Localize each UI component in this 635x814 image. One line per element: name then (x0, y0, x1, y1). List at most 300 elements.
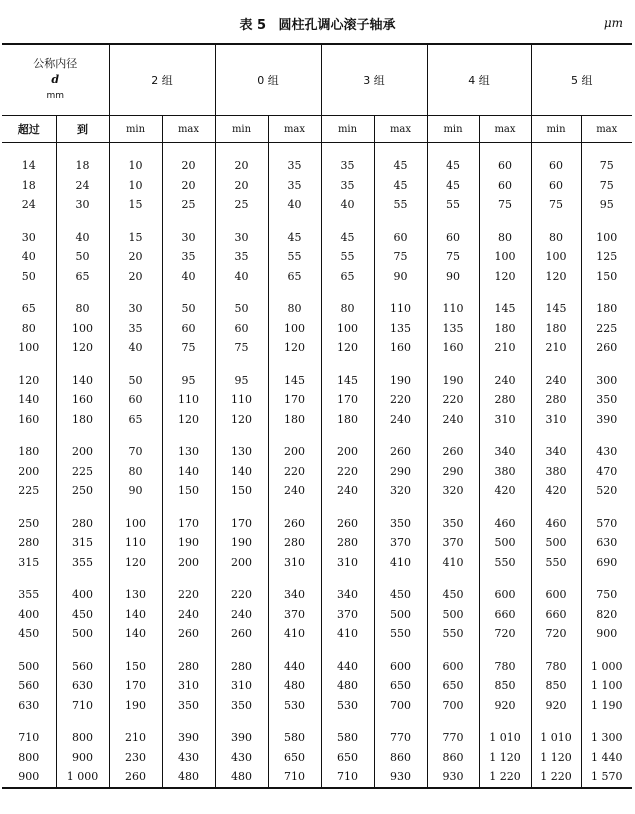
spacer-cell (56, 215, 109, 228)
table-cell: 770 (427, 728, 479, 748)
spacer-cell (268, 644, 321, 657)
spacer-cell (2, 715, 56, 728)
spacer-cell (531, 501, 581, 514)
table-row (2, 195, 632, 215)
spacer-cell (321, 286, 374, 299)
table-cell: 340 (321, 585, 374, 605)
table-cell: 10 (109, 176, 162, 196)
table-cell: 14 (21, 159, 36, 173)
table-cell: 75 (215, 338, 268, 358)
table-cell: 240 (374, 410, 427, 430)
table-cell: 170 (215, 514, 268, 534)
table-cell: 40 (321, 195, 374, 215)
table-cell: 30 (21, 230, 36, 244)
spacer-cell (321, 429, 374, 442)
table-cell: 560 (56, 657, 109, 677)
table-cell: 65 (109, 410, 162, 430)
min-header: min (321, 116, 374, 143)
table-cell: 310 (215, 676, 268, 696)
table-cell: 355 (56, 553, 109, 573)
table-row (2, 657, 632, 677)
spacer-cell (531, 715, 581, 728)
group-header-2: 2 组 (109, 44, 215, 116)
table-cell: 200 (215, 553, 268, 573)
table-cell: 100 (581, 228, 632, 248)
spacer-cell (215, 572, 268, 585)
table-cell: 370 (374, 533, 427, 553)
table-cell: 40 (109, 338, 162, 358)
table-cell: 50 (56, 247, 109, 267)
table-cell: 180 (531, 319, 581, 339)
table-cell: 40 (162, 267, 215, 287)
table-cell: 1 010 (531, 728, 581, 748)
table-cell: 150 (581, 267, 632, 287)
table-cell: 120 (321, 338, 374, 358)
spacer-cell (321, 358, 374, 371)
table-cell: 480 (268, 676, 321, 696)
group-spacer (2, 501, 632, 514)
spacer-cell (109, 143, 162, 157)
table-cell: 55 (321, 247, 374, 267)
spacer-cell (374, 429, 427, 442)
group-spacer (2, 358, 632, 371)
table-cell: 260 (268, 514, 321, 534)
table-cell: 500 (427, 605, 479, 625)
table-cell: 100 (56, 319, 109, 339)
table-cell: 310 (268, 553, 321, 573)
table-cell: 500 (18, 659, 40, 673)
table-cell: 520 (581, 481, 632, 501)
table-cell: 170 (268, 390, 321, 410)
table-cell: 100 (531, 247, 581, 267)
table-cell: 420 (479, 481, 531, 501)
table-cell: 120 (479, 267, 531, 287)
table-cell: 80 (109, 462, 162, 482)
table-cell: 480 (215, 767, 268, 788)
spacer-cell (109, 215, 162, 228)
table-cell: 110 (109, 533, 162, 553)
table-cell: 45 (427, 156, 479, 176)
table-cell: 430 (215, 748, 268, 768)
table-cell: 650 (321, 748, 374, 768)
table-cell: 140 (162, 462, 215, 482)
table-cell: 1 120 (479, 748, 531, 768)
table-cell: 450 (374, 585, 427, 605)
table-cell: 20 (109, 267, 162, 287)
table-cell: 350 (374, 514, 427, 534)
table-cell: 850 (531, 676, 581, 696)
table-cell: 200 (18, 464, 40, 478)
spacer-cell (2, 286, 56, 299)
table-cell: 630 (18, 698, 40, 712)
table-cell: 45 (374, 176, 427, 196)
spacer-cell (2, 143, 56, 157)
table-cell: 160 (18, 412, 40, 426)
table-cell: 440 (268, 657, 321, 677)
table-cell: 210 (479, 338, 531, 358)
table-cell: 55 (427, 195, 479, 215)
table-body (2, 143, 632, 788)
table-cell: 240 (479, 371, 531, 391)
table-cell: 300 (581, 371, 632, 391)
table-cell: 710 (18, 731, 40, 745)
table-cell: 420 (531, 481, 581, 501)
table-row (2, 748, 632, 768)
table-cell: 900 (581, 624, 632, 644)
header-row-minmax (2, 116, 632, 143)
table-cell: 340 (531, 442, 581, 462)
table-cell: 145 (531, 299, 581, 319)
table-cell: 220 (215, 585, 268, 605)
spacer-cell (162, 358, 215, 371)
table-cell: 460 (479, 514, 531, 534)
table-cell: 225 (18, 484, 40, 498)
spacer-cell (479, 358, 531, 371)
table-cell: 200 (321, 442, 374, 462)
table-cell: 370 (427, 533, 479, 553)
spacer-cell (162, 501, 215, 514)
table-cell: 100 (109, 514, 162, 534)
table-cell: 80 (21, 321, 36, 335)
table-row (2, 585, 632, 605)
table-cell: 120 (215, 410, 268, 430)
group-spacer (2, 143, 632, 157)
table-cell: 240 (215, 605, 268, 625)
table-cell: 30 (162, 228, 215, 248)
table-cell: 290 (427, 462, 479, 482)
table-cell: 110 (215, 390, 268, 410)
spacer-cell (2, 644, 56, 657)
spacer-cell (374, 143, 427, 157)
spacer-cell (215, 143, 268, 157)
spacer-cell (374, 358, 427, 371)
spacer-cell (268, 572, 321, 585)
table-cell: 920 (531, 696, 581, 716)
table-cell: 180 (479, 319, 531, 339)
table-cell: 820 (581, 605, 632, 625)
table-cell: 320 (374, 481, 427, 501)
table-cell: 410 (427, 553, 479, 573)
table-row (2, 247, 632, 267)
table-cell: 150 (109, 657, 162, 677)
table-cell: 120 (109, 553, 162, 573)
spacer-cell (109, 644, 162, 657)
table-cell: 140 (18, 393, 40, 407)
spacer-cell (56, 286, 109, 299)
spacer-cell (427, 358, 479, 371)
table-cell: 710 (321, 767, 374, 788)
table-cell: 240 (162, 605, 215, 625)
table-cell: 1 300 (581, 728, 632, 748)
table-cell: 240 (321, 481, 374, 501)
table-cell: 900 (56, 748, 109, 768)
table-cell: 60 (479, 176, 531, 196)
table-cell: 135 (427, 319, 479, 339)
spacer-cell (109, 715, 162, 728)
spacer-cell (374, 644, 427, 657)
spacer-cell (56, 358, 109, 371)
table-cell: 30 (215, 228, 268, 248)
table-cell: 60 (374, 228, 427, 248)
spacer-cell (2, 572, 56, 585)
spacer-cell (581, 215, 632, 228)
table-cell: 120 (162, 410, 215, 430)
table-cell: 145 (268, 371, 321, 391)
spacer-cell (479, 429, 531, 442)
table-cell: 280 (531, 390, 581, 410)
spacer-cell (162, 143, 215, 157)
table-row (2, 410, 632, 430)
table-cell: 145 (479, 299, 531, 319)
spacer-cell (479, 501, 531, 514)
table-cell: 35 (268, 156, 321, 176)
table-cell: 250 (18, 516, 40, 530)
spacer-cell (427, 644, 479, 657)
spacer-cell (531, 429, 581, 442)
table-cell: 60 (109, 390, 162, 410)
max-header: max (162, 116, 215, 143)
diameter-header-cell (2, 44, 109, 116)
max-header: max (268, 116, 321, 143)
spacer-cell (2, 215, 56, 228)
table-cell: 650 (268, 748, 321, 768)
table-cell: 720 (479, 624, 531, 644)
table-cell: 470 (581, 462, 632, 482)
table-cell: 80 (56, 299, 109, 319)
table-cell: 145 (321, 371, 374, 391)
spacer-cell (427, 715, 479, 728)
table-cell: 340 (479, 442, 531, 462)
table-cell: 350 (215, 696, 268, 716)
table-cell: 1 000 (581, 657, 632, 677)
table-cell: 700 (427, 696, 479, 716)
spacer-cell (581, 143, 632, 157)
table-row (2, 462, 632, 482)
table-cell: 1 000 (56, 767, 109, 788)
table-row (2, 553, 632, 573)
table-cell: 260 (162, 624, 215, 644)
table-cell: 350 (162, 696, 215, 716)
table-cell: 40 (21, 250, 36, 264)
table-cell: 75 (162, 338, 215, 358)
spacer-cell (321, 143, 374, 157)
table-cell: 190 (162, 533, 215, 553)
table-cell: 370 (268, 605, 321, 625)
table-cell: 150 (215, 481, 268, 501)
spacer-cell (479, 286, 531, 299)
table-cell: 40 (268, 195, 321, 215)
table-cell: 18 (21, 178, 36, 192)
table-cell: 225 (56, 462, 109, 482)
table-cell: 710 (56, 696, 109, 716)
table-cell: 260 (427, 442, 479, 462)
table-cell: 24 (56, 176, 109, 196)
table-cell: 60 (531, 156, 581, 176)
spacer-cell (215, 644, 268, 657)
table-cell: 750 (581, 585, 632, 605)
table-cell: 110 (374, 299, 427, 319)
table-cell: 50 (21, 269, 36, 283)
table-cell: 190 (215, 533, 268, 553)
table-cell: 450 (18, 627, 40, 641)
table-cell: 150 (162, 481, 215, 501)
spacer-cell (321, 215, 374, 228)
spacer-cell (531, 215, 581, 228)
spacer-cell (581, 715, 632, 728)
table-cell: 630 (581, 533, 632, 553)
diameter-label: 公称内径 (33, 57, 78, 70)
spacer-cell (321, 715, 374, 728)
table-cell: 45 (321, 228, 374, 248)
table-cell: 340 (268, 585, 321, 605)
table-cell: 600 (374, 657, 427, 677)
table-row (2, 176, 632, 196)
spacer-cell (581, 286, 632, 299)
table-cell: 530 (268, 696, 321, 716)
spacer-cell (268, 286, 321, 299)
table-cell: 60 (427, 228, 479, 248)
spacer-cell (56, 715, 109, 728)
spacer-cell (56, 501, 109, 514)
table-cell: 280 (479, 390, 531, 410)
table-cell: 60 (479, 156, 531, 176)
spacer-cell (162, 715, 215, 728)
table-cell: 35 (268, 176, 321, 196)
table-cell: 220 (162, 585, 215, 605)
table-title (0, 14, 635, 33)
spacer-cell (215, 715, 268, 728)
table-cell: 1 440 (581, 748, 632, 768)
table-title-row (0, 14, 635, 36)
table-cell: 390 (581, 410, 632, 430)
table-cell: 80 (479, 228, 531, 248)
table-cell: 30 (56, 195, 109, 215)
table-cell: 700 (374, 696, 427, 716)
table-cell: 90 (109, 481, 162, 501)
table-cell: 290 (374, 462, 427, 482)
header-row-groups (2, 44, 632, 116)
max-header: max (479, 116, 531, 143)
table-row (2, 624, 632, 644)
table-cell: 400 (18, 607, 40, 621)
table-cell: 35 (162, 247, 215, 267)
unit-label: μm (603, 16, 623, 30)
spacer-cell (56, 143, 109, 157)
table-cell: 780 (479, 657, 531, 677)
group-spacer (2, 715, 632, 728)
spacer-cell (268, 429, 321, 442)
table-cell: 90 (427, 267, 479, 287)
min-header: min (427, 116, 479, 143)
table-cell: 240 (427, 410, 479, 430)
table-cell: 45 (427, 176, 479, 196)
table-cell: 410 (321, 624, 374, 644)
table-cell: 75 (479, 195, 531, 215)
spacer-cell (162, 215, 215, 228)
table-cell: 75 (581, 156, 632, 176)
table-cell: 280 (162, 657, 215, 677)
table-cell: 95 (581, 195, 632, 215)
spacer-cell (109, 501, 162, 514)
table-cell: 180 (321, 410, 374, 430)
table-cell: 280 (56, 514, 109, 534)
table-row (2, 299, 632, 319)
table-cell: 15 (109, 228, 162, 248)
table-cell: 1 120 (531, 748, 581, 768)
table-cell: 410 (268, 624, 321, 644)
table-cell: 850 (479, 676, 531, 696)
table-cell: 550 (427, 624, 479, 644)
table-cell: 140 (109, 624, 162, 644)
spacer-cell (215, 358, 268, 371)
table-cell: 100 (18, 341, 40, 355)
table-cell: 280 (18, 536, 40, 550)
table-cell: 1 190 (581, 696, 632, 716)
table-cell: 500 (479, 533, 531, 553)
table-title-text: 圆柱孔调心滚子轴承 (278, 18, 396, 33)
table-cell: 240 (531, 371, 581, 391)
spacer-cell (215, 286, 268, 299)
group-header-0: 0 组 (215, 44, 321, 116)
table-cell: 210 (109, 728, 162, 748)
table-cell: 380 (479, 462, 531, 482)
spacer-cell (2, 501, 56, 514)
table-cell: 20 (162, 156, 215, 176)
spacer-cell (531, 572, 581, 585)
table-cell: 25 (162, 195, 215, 215)
spacer-cell (215, 429, 268, 442)
table-row (2, 371, 632, 391)
table-cell: 310 (479, 410, 531, 430)
table-cell: 35 (215, 247, 268, 267)
table-cell: 310 (531, 410, 581, 430)
spacer-cell (427, 215, 479, 228)
table-cell: 800 (18, 750, 40, 764)
table-cell: 95 (162, 371, 215, 391)
spacer-cell (427, 501, 479, 514)
table-cell: 130 (215, 442, 268, 462)
table-cell: 315 (18, 555, 40, 569)
table-cell: 100 (321, 319, 374, 339)
table-row (2, 696, 632, 716)
table-cell: 920 (479, 696, 531, 716)
table-cell: 480 (162, 767, 215, 788)
table-cell: 120 (531, 267, 581, 287)
table-cell: 20 (215, 156, 268, 176)
table-cell: 190 (427, 371, 479, 391)
table-cell: 75 (427, 247, 479, 267)
table-cell: 110 (162, 390, 215, 410)
table-row (2, 676, 632, 696)
table-row (2, 156, 632, 176)
table-cell: 450 (56, 605, 109, 625)
table-cell: 75 (531, 195, 581, 215)
table-row (2, 390, 632, 410)
table-cell: 800 (56, 728, 109, 748)
table-cell: 930 (374, 767, 427, 788)
table-cell: 580 (321, 728, 374, 748)
table-cell: 55 (268, 247, 321, 267)
table-cell: 660 (479, 605, 531, 625)
table-cell: 10 (109, 156, 162, 176)
table-cell: 550 (374, 624, 427, 644)
table-cell: 460 (531, 514, 581, 534)
group-header-5: 5 组 (531, 44, 632, 116)
table-cell: 440 (321, 657, 374, 677)
spacer-cell (109, 358, 162, 371)
table-cell: 1 220 (531, 767, 581, 788)
to-header: 到 (56, 116, 109, 143)
